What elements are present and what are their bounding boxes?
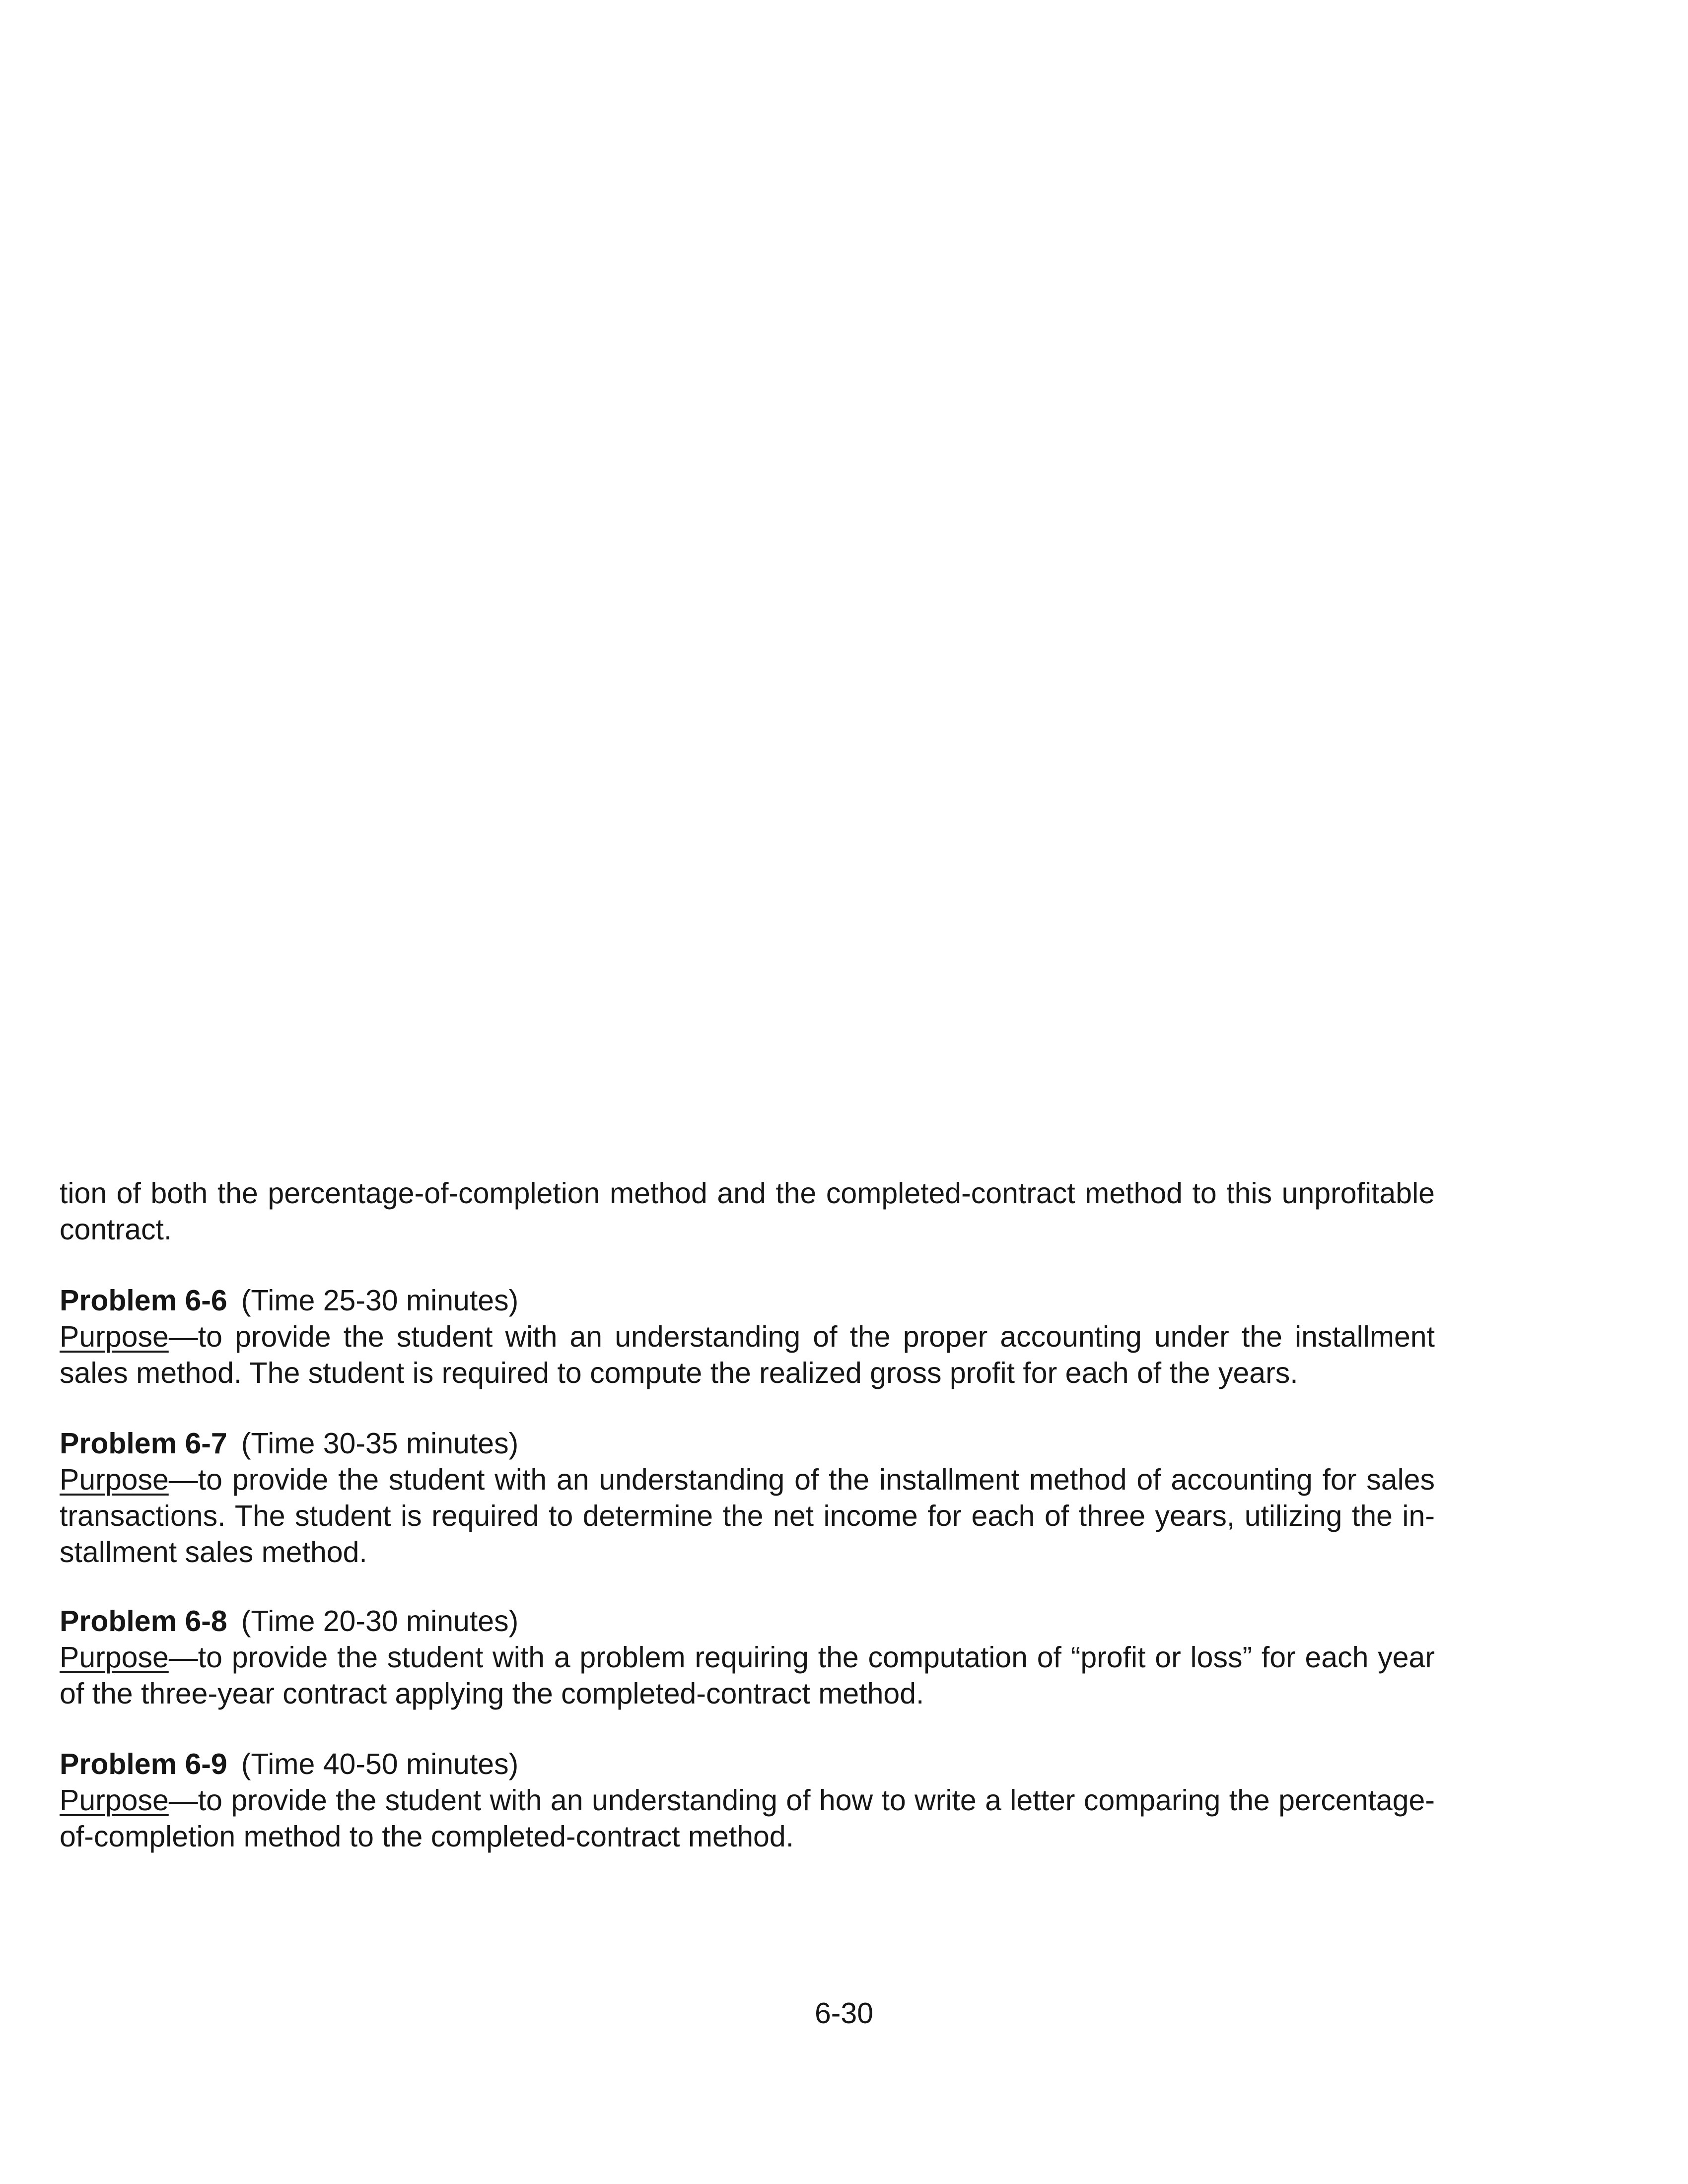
problem-title: Problem 6-9 <box>60 1748 227 1780</box>
problem-title: Problem 6-8 <box>60 1605 227 1638</box>
purpose-line-1 <box>60 1782 1435 1819</box>
problem-time: (Time 20-30 minutes) <box>241 1605 519 1638</box>
intro-line-2: contract. <box>60 1213 172 1246</box>
purpose-line-2: sales method. The student is required to compute the realized gross profit for each of the years. <box>60 1357 1298 1389</box>
purpose-text: —to provide the student with an understanding of how to write a letter comparing the percentage- <box>168 1784 1435 1817</box>
problem-heading <box>60 1746 1435 1782</box>
purpose-label: Purpose <box>60 1463 169 1496</box>
problem-heading <box>60 1426 1435 1462</box>
problem-6-9 <box>60 1746 1435 1855</box>
page-number: 6-30 <box>814 1997 874 2030</box>
purpose-text: —to provide the student with an understanding of the proper accounting under the installment <box>168 1320 1435 1353</box>
purpose-line-1 <box>60 1639 1435 1676</box>
purpose-line-2: of the three-year contract applying the completed-contract method. <box>60 1677 924 1710</box>
problem-heading <box>60 1603 1435 1639</box>
problem-time: (Time 25-30 minutes) <box>241 1284 519 1317</box>
purpose-line-1 <box>60 1462 1435 1498</box>
problem-title: Problem 6-7 <box>60 1427 227 1460</box>
problem-heading <box>60 1283 1435 1319</box>
problem-time: (Time 40-50 minutes) <box>241 1748 519 1780</box>
purpose-line-2: of-completion method to the completed-contract method. <box>60 1820 794 1853</box>
purpose-line-1 <box>60 1319 1435 1355</box>
purpose-label: Purpose <box>60 1641 169 1674</box>
intro-line-1: tion of both the percentage-of-completion method and the completed-contract method to this unprofitable <box>60 1177 1435 1210</box>
purpose-label: Purpose <box>60 1784 169 1817</box>
problem-title: Problem 6-6 <box>60 1284 227 1317</box>
purpose-text: —to provide the student with an understanding of the installment method of accounting for sales <box>168 1463 1435 1496</box>
purpose-line-2: transactions. The student is required to determine the net income for each of three years, utilizing the in- <box>60 1500 1435 1532</box>
purpose-line-3: stallment sales method. <box>60 1536 367 1569</box>
problem-6-6 <box>60 1283 1435 1391</box>
problem-6-7 <box>60 1426 1435 1570</box>
purpose-label: Purpose <box>60 1320 169 1353</box>
problem-6-8 <box>60 1603 1435 1712</box>
problem-time: (Time 30-35 minutes) <box>241 1427 519 1460</box>
intro-paragraph <box>60 1175 1435 1248</box>
purpose-text: —to provide the student with a problem requiring the computation of “profit or loss” for each year <box>168 1641 1435 1674</box>
